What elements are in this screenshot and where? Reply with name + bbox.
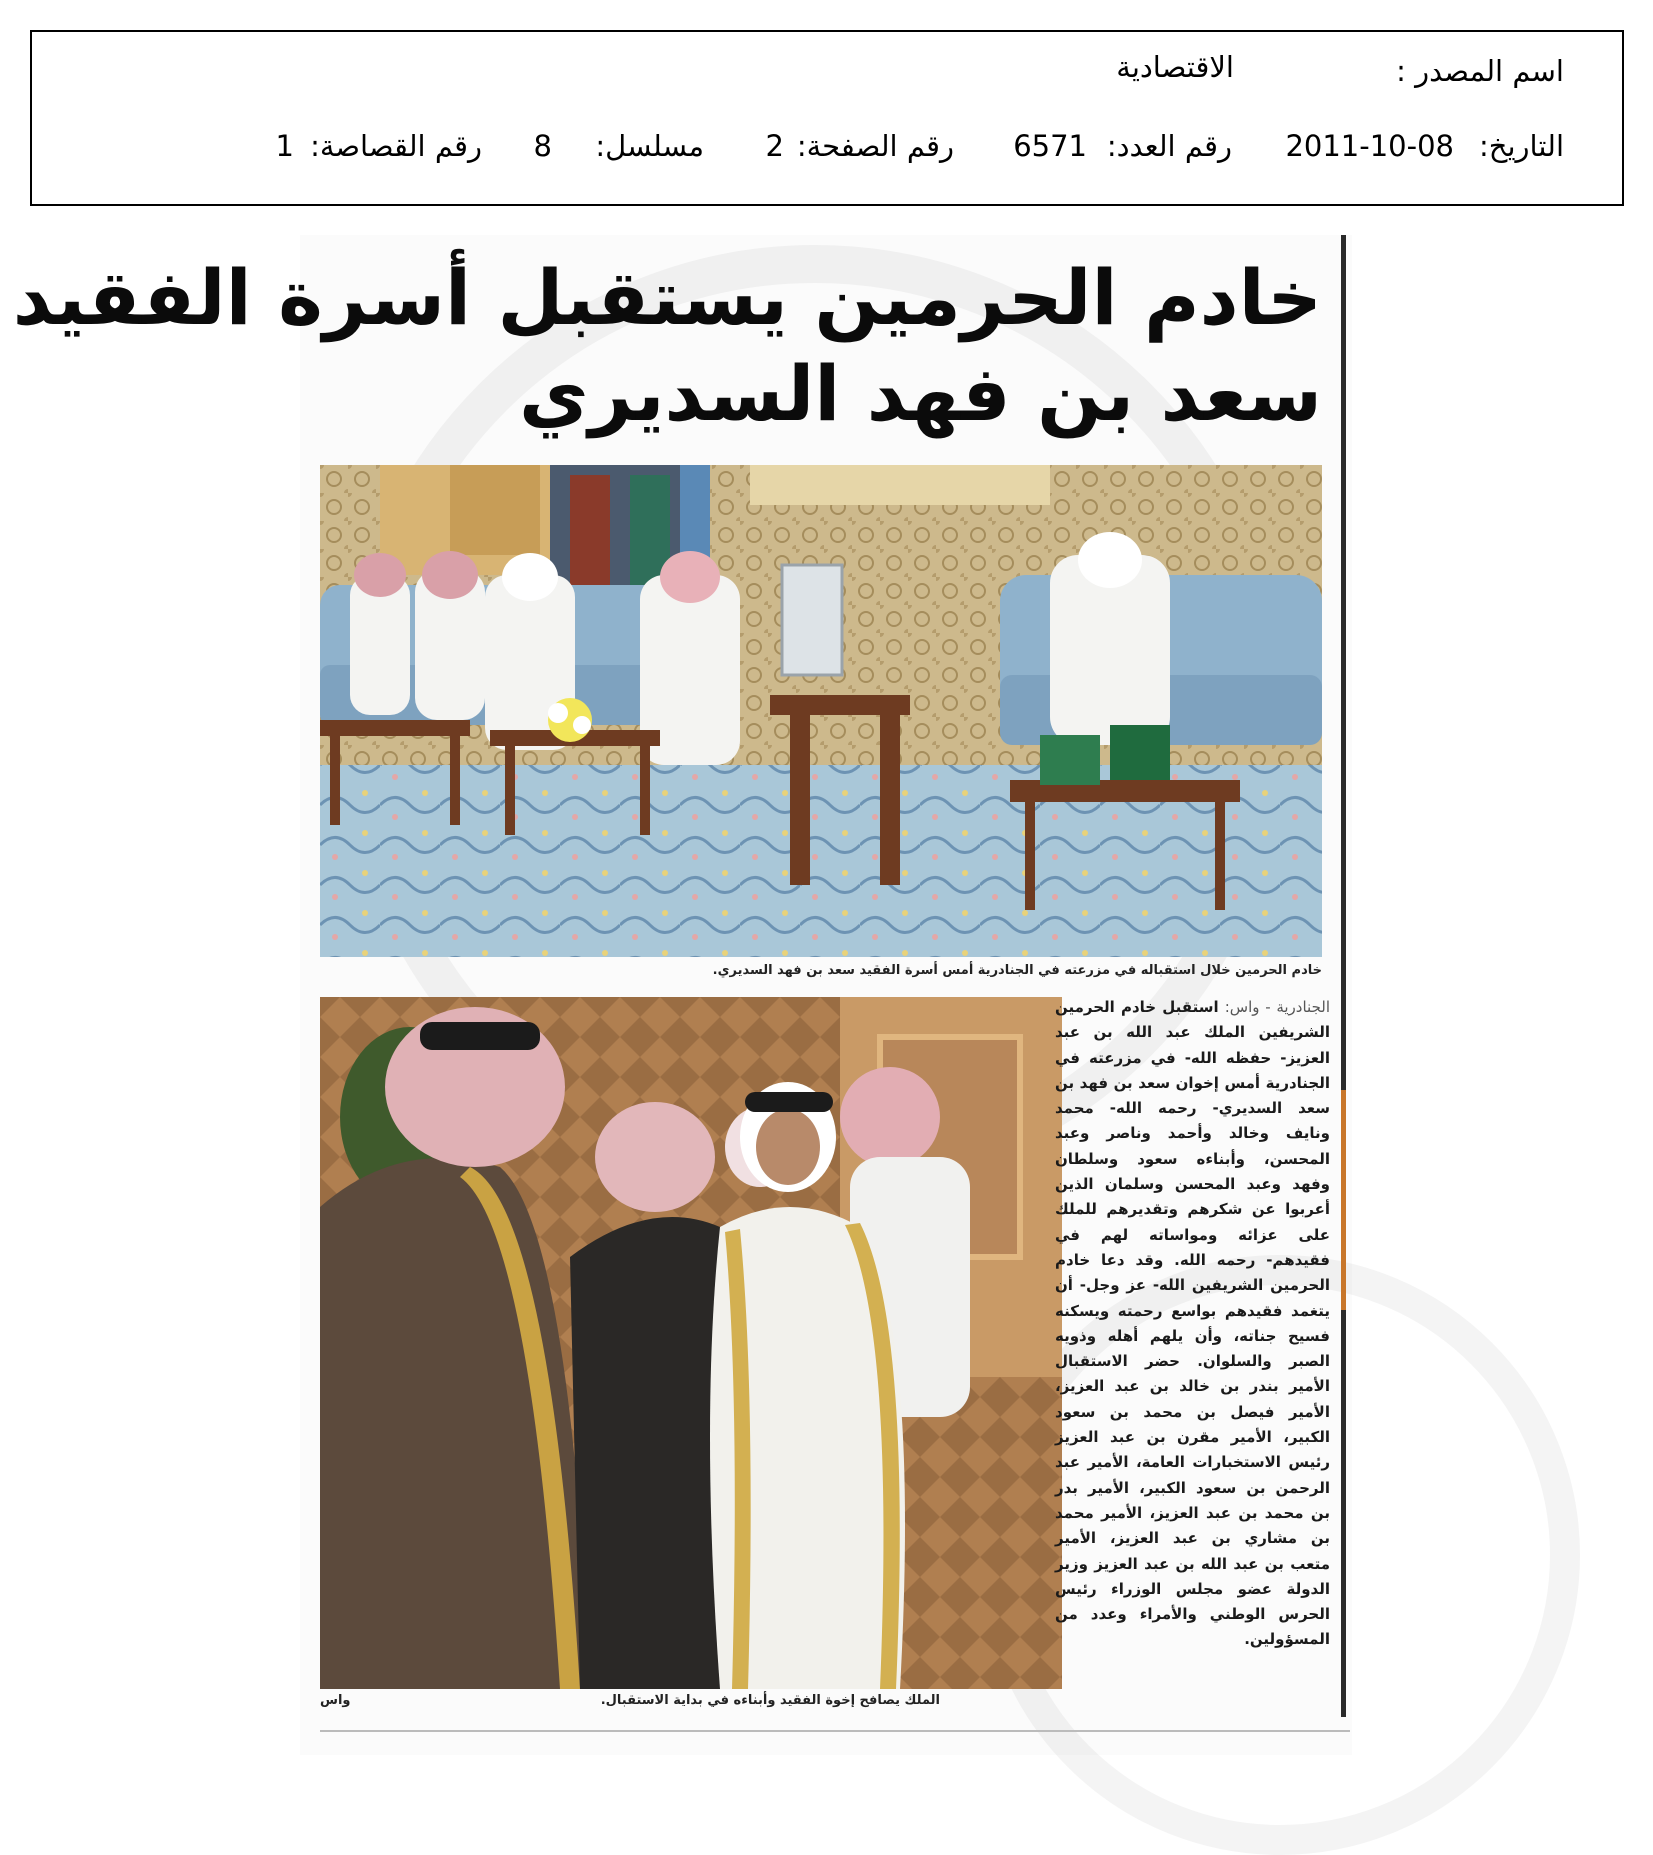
clip-number-value: 1 — [275, 129, 294, 163]
article-body — [1055, 995, 1330, 1653]
photo-reception-room — [320, 465, 1322, 957]
newspaper-clipping — [12, 235, 1352, 1755]
source-label: اسم المصدر : — [1396, 54, 1564, 88]
column-rule-accent — [1341, 1090, 1346, 1310]
page-value: 2 — [765, 129, 784, 163]
photo2-credit: واس — [320, 1693, 351, 1708]
issue-value: 6571 — [1013, 129, 1087, 163]
article-dateline: الجنادرية - واس: — [1224, 998, 1330, 1016]
date-label: التاريخ: — [1478, 129, 1564, 163]
headline-line-1: خادم الحرمين يستقبل أسرة الفقيد — [12, 253, 1322, 342]
photo1-caption: خادم الحرمين خلال استقباله في مزرعته في الجنادرية أمس أسرة الفقيد سعد بن فهد السديري. — [712, 963, 1322, 978]
photo2-caption: الملك يصافح إخوة الفقيد وأبناءه في بداية الاستقبال. — [600, 1693, 940, 1708]
column-rule — [1341, 235, 1346, 1717]
photo-handshake — [320, 997, 1062, 1689]
issue-label: رقم العدد: — [1106, 129, 1232, 163]
article-body-text: استقبل خادم الحرمين الشريفين الملك عبد الله بن عبد العزيز- حفظه الله- في مزرعته في الجنادرية أمس إخوان سعد بن فهد بن سعد السديري- رحمه الله- محمد ونايف وخالد وأحمد وناصر وعبد المحسن، وأبناءه سعود وسلطان وفهد وعبد المحسن وسلمان الذين أعربوا عن شكرهم وتقديرهم للملك على عزائه ومواساته لهم في فقيدهم- رحمه الله. وقد دعا خادم الحرمين الشريفين الله- عز وجل- أن يتغمد فقيدهم بواسع رحمته ويسكنه فسيح جناته، وأن يلهم أهله وذويه الصبر والسلوان. حضر الاستقبال الأمير بندر بن خالد بن عبد العزيز، الأمير فيصل بن محمد بن سعود الكبير، الأمير مقرن بن عبد العزيز رئيس الاستخبارات العامة، الأمير عبد الرحمن بن سعود الكبير، الأمير بدر بن محمد بن عبد العزيز، الأمير محمد بن مشاري بن عبد العزيز، الأمير متعب بن عبد الله بن عبد العزيز وزير الدولة عضو مجلس الوزراء رئيس الحرس الوطني والأمراء وعدد من المسؤولين. — [1055, 998, 1330, 1649]
serial-label: مسلسل: — [595, 129, 704, 163]
page-label: رقم الصفحة: — [796, 129, 954, 163]
clip-number-label: رقم القصاصة: — [310, 129, 482, 163]
date-value: 2011-10-08 — [1285, 129, 1454, 163]
source-value: الاقتصادية — [1116, 50, 1234, 84]
headline-line-2: سعد بن فهد السديري — [519, 349, 1322, 438]
bottom-rule — [320, 1730, 1350, 1732]
clipping-info-box — [30, 30, 1624, 206]
serial-value: 8 — [533, 129, 552, 163]
